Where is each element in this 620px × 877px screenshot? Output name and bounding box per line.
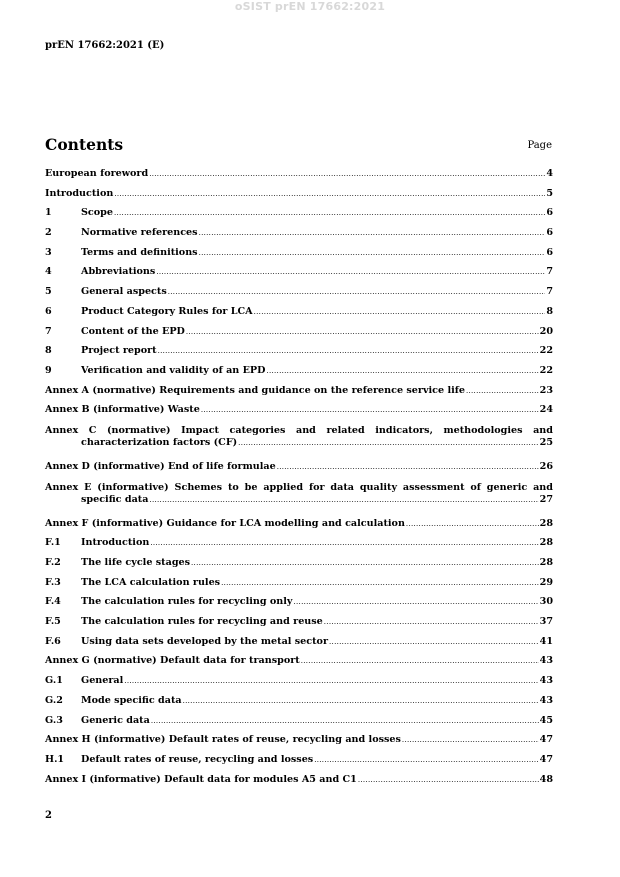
toc-entry-page: 41 [539, 635, 553, 647]
toc-entry-title: The calculation rules for recycling and reuse [81, 616, 323, 628]
toc-entry[interactable] [45, 345, 553, 365]
toc-entry-page: 47 [539, 734, 553, 746]
toc-entry-title: Default rates of reuse, recycling and losses [81, 753, 314, 765]
toc-entry[interactable] [45, 518, 553, 538]
toc-entry-title: Mode specific data [81, 694, 182, 706]
toc-entry-number: 4 [45, 266, 52, 278]
table-of-contents [45, 168, 553, 793]
toc-entry-page: 28 [539, 517, 553, 529]
toc-entry-title: Content of the EPD [81, 325, 185, 337]
dot-leader [168, 286, 546, 298]
toc-entry-title: Annex D (informative) End of life formulae [45, 460, 276, 472]
toc-entry[interactable] [45, 306, 553, 326]
dot-leader [149, 168, 545, 180]
dot-leader [151, 715, 539, 727]
toc-entry[interactable] [45, 734, 553, 754]
toc-entry-page: 24 [539, 404, 553, 416]
toc-entry-title: Annex E (informative) Schemes to be applied for data quality assessment of generic and [45, 481, 553, 493]
toc-entry[interactable] [45, 596, 553, 616]
toc-entry-page: 43 [539, 694, 553, 706]
toc-entry-page: 6 [546, 227, 553, 239]
toc-entry-title: The calculation rules for recycling only [81, 596, 293, 608]
toc-entry-title: Annex F (informative) Guidance for LCA modelling and calculation [45, 517, 405, 529]
dot-leader [158, 345, 539, 357]
toc-entry-page: 29 [539, 576, 553, 588]
toc-entry-number: F.1 [45, 537, 61, 549]
toc-entry-number: 2 [45, 227, 52, 239]
dot-leader [156, 266, 545, 278]
toc-entry-number: F.5 [45, 616, 61, 628]
toc-entry[interactable] [45, 286, 553, 306]
toc-entry-page: 37 [539, 616, 553, 628]
toc-entry-number: G.1 [45, 675, 63, 687]
toc-entry-title: Abbreviations [81, 266, 156, 278]
dot-leader [266, 365, 538, 377]
dot-leader [183, 695, 539, 707]
toc-entry-page: 22 [539, 345, 553, 357]
toc-entry-number: 5 [45, 286, 52, 298]
toc-entry[interactable] [45, 616, 553, 636]
toc-entry-title: Terms and definitions [81, 246, 198, 258]
toc-entry[interactable] [45, 227, 553, 247]
toc-entry[interactable] [45, 636, 553, 656]
toc-entry[interactable] [45, 424, 553, 461]
toc-entry-number: 1 [45, 207, 52, 219]
toc-entry-title: Annex I (informative) Default data for modules A5 and C1 [45, 773, 357, 785]
dot-leader [186, 326, 539, 338]
toc-entry[interactable] [45, 461, 553, 481]
toc-entry[interactable] [45, 715, 553, 735]
dot-leader [149, 494, 538, 506]
toc-entry-title-continued: characterization factors (CF) [81, 436, 238, 448]
dot-leader [221, 577, 539, 589]
toc-entry[interactable] [45, 385, 553, 405]
dot-leader [199, 247, 546, 259]
toc-entry-page: 22 [539, 364, 553, 376]
dot-leader [254, 306, 546, 318]
toc-entry[interactable] [45, 577, 553, 597]
toc-entry-title: The LCA calculation rules [81, 576, 221, 588]
toc-entry-title: European foreword [45, 168, 149, 179]
footer-page-number: 2 [45, 810, 52, 821]
toc-entry[interactable] [45, 774, 553, 794]
toc-entry[interactable] [45, 675, 553, 695]
toc-entry-number: 7 [45, 325, 52, 337]
dot-leader [406, 518, 539, 530]
dot-leader [324, 616, 539, 628]
toc-entry[interactable] [45, 365, 553, 385]
toc-entry-title: Verification and validity of an EPD [81, 364, 266, 376]
contents-title: Contents [45, 135, 124, 154]
toc-entry-page: 45 [539, 714, 553, 726]
toc-entry-title: Scope [81, 207, 113, 219]
dot-leader [199, 227, 546, 239]
toc-entry-page: 28 [539, 537, 553, 549]
toc-entry-title-continued: specific data [81, 493, 149, 505]
toc-entry-number: H.1 [45, 753, 65, 765]
toc-entry-page: 6 [546, 246, 553, 258]
toc-entry-title: Introduction [45, 187, 114, 199]
toc-entry-page: 23 [539, 384, 553, 396]
toc-entry-title: General aspects [81, 286, 167, 298]
toc-entry-page: 7 [546, 266, 553, 278]
dot-leader [402, 734, 539, 746]
dot-leader [329, 636, 539, 648]
dot-leader [191, 557, 539, 569]
toc-entry[interactable] [45, 207, 553, 227]
toc-entry[interactable] [45, 754, 553, 774]
dot-leader [358, 774, 539, 786]
dot-leader [114, 207, 545, 219]
dot-leader [301, 655, 539, 667]
toc-entry[interactable] [45, 557, 553, 577]
toc-entry[interactable] [45, 326, 553, 346]
toc-entry-title: The life cycle stages [81, 557, 191, 568]
toc-entry-page: 43 [539, 655, 553, 667]
dot-leader [294, 596, 539, 608]
toc-entry-number: 6 [45, 305, 52, 317]
toc-entry-page: 20 [539, 325, 553, 337]
toc-entry-page: 30 [539, 596, 553, 608]
toc-entry[interactable] [45, 247, 553, 267]
toc-entry-title: Normative references [81, 227, 198, 239]
toc-entry-page: 28 [539, 557, 553, 568]
page-column-label: Page [527, 140, 552, 151]
toc-entry[interactable] [45, 188, 553, 208]
toc-entry-number: F.6 [45, 635, 61, 647]
toc-entry-title: Product Category Rules for LCA [81, 305, 253, 317]
toc-entry-page: 25 [539, 436, 553, 448]
toc-entry[interactable] [45, 266, 553, 286]
toc-entry[interactable] [45, 655, 553, 675]
dot-leader [124, 675, 538, 687]
toc-entry[interactable] [45, 537, 553, 557]
toc-entry-page: 7 [546, 286, 553, 298]
toc-entry-title: Annex B (informative) Waste [45, 404, 200, 416]
toc-entry-title: General [81, 675, 124, 687]
watermark: oSIST prEN 17662:2021 [234, 0, 386, 13]
document-id: prEN 17662:2021 (E) [45, 40, 165, 51]
toc-entry-page: 8 [546, 305, 553, 317]
dot-leader [150, 537, 538, 549]
toc-entry-page: 6 [546, 207, 553, 219]
toc-entry-number: G.3 [45, 714, 63, 726]
dot-leader [277, 461, 539, 473]
toc-entry-page: 47 [539, 753, 553, 765]
toc-entry-title: Using data sets developed by the metal sector [81, 635, 329, 647]
toc-entry-title: Annex C (normative) Impact categories and related indicators, methodologies and [45, 424, 553, 436]
toc-entry-page: 4 [546, 168, 553, 179]
toc-entry-page: 26 [539, 460, 553, 472]
toc-entry[interactable] [45, 404, 553, 424]
dot-leader [114, 188, 545, 200]
toc-entry-title: Annex A (normative) Requirements and guidance on the reference service life [45, 384, 465, 396]
toc-entry-page: 48 [539, 773, 553, 785]
toc-entry-title: Annex G (normative) Default data for transport [45, 655, 300, 667]
toc-entry-number: F.4 [45, 596, 61, 608]
toc-entry-title: Generic data [81, 714, 150, 726]
contents-header [45, 135, 552, 155]
toc-entry-number: 3 [45, 246, 52, 258]
dot-leader [201, 404, 539, 416]
toc-entry-number: F.2 [45, 557, 61, 568]
dot-leader [466, 385, 539, 397]
toc-entry-page: 43 [539, 675, 553, 687]
dot-leader [314, 754, 538, 766]
toc-entry-number: 9 [45, 364, 52, 376]
toc-entry-number: F.3 [45, 576, 61, 588]
toc-entry-title: Introduction [81, 537, 150, 549]
toc-entry-page: 27 [539, 493, 553, 505]
toc-entry[interactable] [45, 481, 553, 518]
toc-entry[interactable] [45, 695, 553, 715]
toc-entry-page: 5 [546, 187, 553, 199]
toc-entry-number: G.2 [45, 694, 63, 706]
toc-entry-title: Project report [81, 345, 157, 357]
toc-entry-number: 8 [45, 345, 52, 357]
toc-entry[interactable] [45, 168, 553, 188]
dot-leader [238, 437, 538, 449]
toc-entry-title: Annex H (informative) Default rates of reuse, recycling and losses [45, 734, 401, 746]
